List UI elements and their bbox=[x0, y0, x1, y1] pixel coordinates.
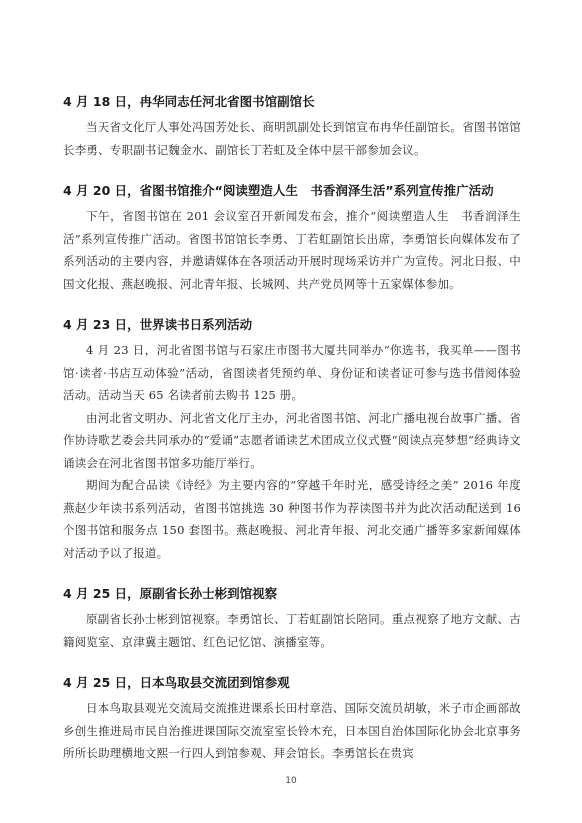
page-number: 10 bbox=[285, 776, 297, 786]
event-paragraph: 原副省长孙士彬到馆视察。李勇馆长、丁若虹副馆长陪同。重点视察了地方文献、古籍阅览室、京津冀主题馆、红色记忆馆、演播室等。 bbox=[63, 612, 521, 649]
event-heading: 4 月 23 日，世界读书日系列活动 bbox=[63, 317, 253, 332]
event-entry bbox=[63, 315, 521, 564]
event-entry bbox=[63, 92, 521, 161]
event-paragraph: 4 月 23 日，河北省图书馆与石家庄市图书大厦共同举办“你选书，我买单——图书馆·读者·书店互动体验”活动，省图读者凭预约单、身份证和读者证可参与选书借阅体验活动。活动当天 65 名读者前去购书 125 册。 bbox=[63, 343, 521, 402]
event-heading: 4 月 25 日，日本鸟取县交流团到馆参观 bbox=[63, 675, 290, 690]
event-heading: 4 月 25 日，原副省长孙士彬到馆视察 bbox=[63, 586, 278, 601]
event-heading: 4 月 18 日，冉华同志任河北省图书馆副馆长 bbox=[63, 94, 315, 109]
document-body bbox=[63, 92, 521, 786]
event-entry bbox=[63, 181, 521, 295]
event-paragraph: 当天省文化厅人事处冯国芳处长、商明凯副处长到馆宣布冉华任副馆长。省图书馆馆长李勇、专职副书记魏金水、副馆长丁若虹及全体中层干部参加会议。 bbox=[63, 120, 521, 157]
event-entry bbox=[63, 584, 521, 653]
event-paragraph: 下午，省图书馆在 201 会议室召开新闻发布会，推介“阅读塑造人生 书香润泽生活”系列宣传推广活动。省图书馆馆长李勇、丁若虹副馆长出席，李勇馆长向媒体发布了系列活动的主要内容，并邀请媒体在各项活动开展时现场采访并广为宣传。河北日报、中国文化报、燕赵晚报、河北青年报、长城网、共产党员网等十五家媒体参加。 bbox=[63, 209, 521, 291]
event-paragraph: 期间为配合品读《诗经》为主要内容的“穿越千年时光，感受诗经之美” 2016 年度燕赵少年读书系列活动，省图书馆挑选 30 种图书作为荐读图书并为此次活动配送到 16 个图书馆和服务点 150 套图书。燕赵晚报、河北青年报、河北交通广播等多家新闻媒体对活动予以了报道。 bbox=[63, 478, 521, 560]
event-entry bbox=[63, 673, 521, 765]
event-heading: 4 月 20 日，省图书馆推介“阅读塑造人生 书香润泽生活”系列宣传推广活动 bbox=[63, 183, 494, 198]
event-paragraph: 日本鸟取县观光交流局交流推进课系长田村章浩、国际交流员胡敏，米子市企画部故乡创生推进局市民自治推进课国际交流室室长铃木充，日本国自治体国际化协会北京事务所所长助理横地文熙一行四人到馆参观、拜会馆长。李勇馆长在贵宾 bbox=[63, 701, 521, 760]
event-paragraph: 由河北省文明办、河北省文化厅主办，河北省图书馆、河北广播电视台故事广播、省作协诗歌艺委会共同承办的“爱诵”志愿者诵读艺术团成立仪式暨“阅读点亮梦想”经典诗文诵读会在河北省图书馆多功能厅举行。 bbox=[63, 410, 521, 470]
